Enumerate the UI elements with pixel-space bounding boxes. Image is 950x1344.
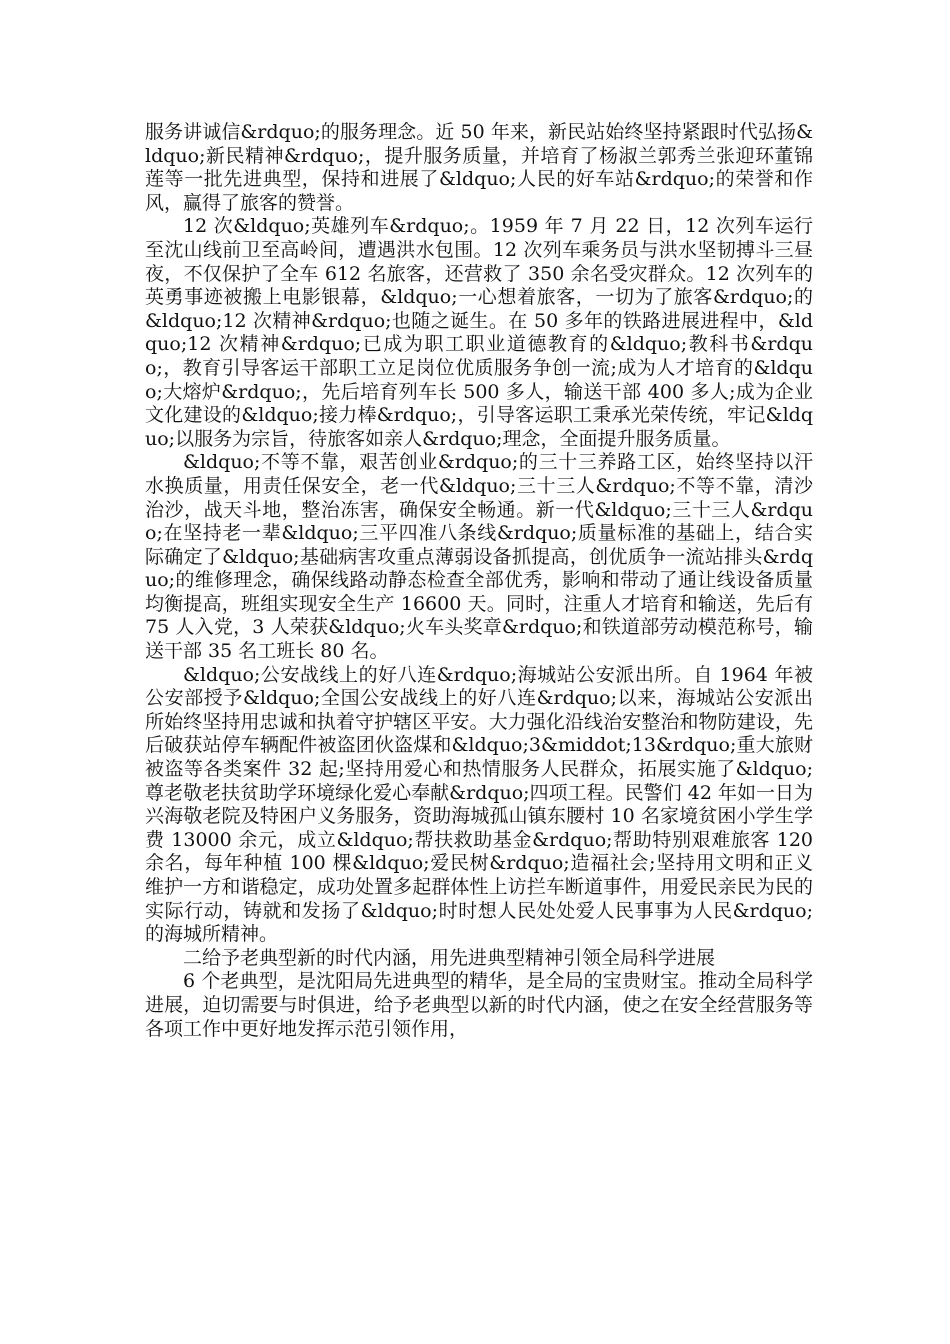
paragraph-track-section: &ldquo;不等不靠，艰苦创业&rdquo;的三十三养路工区，始终坚持以汗水换质量，用责任保安全，老一代&ldquo;三十三人&rdquo;不等不靠，清沙治沙，战天斗地，整治冻害，确保安全畅通。新一代&ldquo;三十三人&rdquo;在坚持老一辈&ldquo;三平四准八条线&rdquo;质量标准的基础上，结合实际确定了&ldquo;基础病害攻重点薄弱设备抓提高，创优质争一流站排头&rdquo;的维修理念，确保线路动静态检查全部优秀，影响和带动了通让线设备质量均衡提高，班组实现安全生产 16600 天。同时，注重人才培育和输送，先后有 75 人入党，3 人荣获&ldquo;火车头奖章&rdquo;和铁道部劳动模范称号，输送干部 35 名工班长 80 名。 [145,451,820,663]
paragraph-police-station: &ldquo;公安战线上的好八连&rdquo;海城站公安派出所。自 1964 年被公安部授予&ldquo;全国公安战线上的好八连&rdquo;以来，海城站公安派出所始终坚持用忠诚和执着守护辖区平安。大力强化沿线治安整治和物防建设，先后破获站停车辆配件被盗团伙盗煤和&ldquo;3&middot;13&rdquo;重大旅财被盗等各类案件 32 起;坚持用爱心和热情服务人民群众，拓展实施了&ldquo;尊老敬老扶贫助学环境绿化爱心奉献&rdquo;四项工程。民警们 42 年如一日为兴海敬老院及特困户义务服务，资助海城孤山镇东腰村 10 名家境贫困小学生学费 13000 余元，成立&ldquo;帮扶救助基金&rdquo;帮助特别艰难旅客 120 余名，每年种植 100 棵&ldquo;爱民树&rdquo;造福社会;坚持用文明和正义维护一方和谐稳定，成功处置多起群体性上访拦车断道事件，用爱民亲民为民的实际行动，铸就和发扬了&ldquo;时时想人民处处爱人民事事为人民&rdquo;的海城所精神。 [145,663,820,946]
paragraph-hero-train: 12 次&ldquo;英雄列车&rdquo;。1959 年 7 月 22 日，12 次列车运行至沈山线前卫至高岭间，遭遇洪水包围。12 次列车乘务员与洪水坚韧搏斗三昼夜，不仅保护了全车 612 名旅客，还营救了 350 余名受灾群众。12 次列车的英勇事迹被搬上电影银幕，&ldquo;一心想着旅客，一切为了旅客&rdquo;的&ldquo;12 次精神&rdquo;也随之诞生。在 50 多年的铁路进展进程中，&ldquo;12 次精神&rdquo;已成为职工职业道德教育的&ldquo;教科书&rdquo;，教育引导客运干部职工立足岗位优质服务争创一流;成为人才培育的&ldquo;大熔炉&rdquo;，先后培育列车长 500 多人，输送干部 400 多人;成为企业文化建设的&ldquo;接力棒&rdquo;，引导客运职工秉承光荣传统，牢记&ldquo;以服务为宗旨，待旅客如亲人&rdquo;理念，全面提升服务质量。 [145,215,813,450]
document-body [145,121,820,1041]
section-heading: 二给予老典型新的时代内涵，用先进典型精神引领全局科学进展 [183,946,716,969]
paragraph-six-models: 6 个老典型，是沈阳局先进典型的精华，是全局的宝贵财宝。推动全局科学进展，迫切需要与时俱进，给予老典型以新的时代内涵，使之在安全经营服务等各项工作中更好地发挥示范引领作用， [145,970,813,1040]
paragraph-continued: 服务讲诚信&rdquo;的服务理念。近 50 年来，新民站始终坚持紧跟时代弘扬&ldquo;新民精神&rdquo;，提升服务质量，并培育了杨淑兰郭秀兰张迎环董锦莲等一批先进典型，保持和进展了&ldquo;人民的好车站&rdquo;的荣誉和作风，赢得了旅客的赞誉。 [145,121,813,214]
